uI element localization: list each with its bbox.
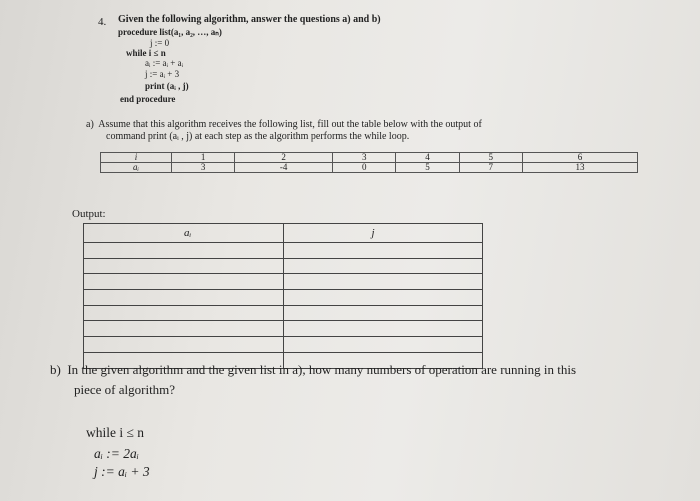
answer-cell[interactable] [84, 243, 284, 259]
table-cell: 4 [396, 153, 459, 163]
table-cell: aᵢ [101, 163, 172, 173]
code-line-5: print (aᵢ , j) [145, 81, 189, 91]
table-cell: 6 [522, 153, 637, 163]
output-table [83, 223, 483, 369]
table-row [84, 305, 483, 321]
input-list-table [100, 152, 638, 173]
answer-cell[interactable] [84, 321, 284, 337]
output-col-a: aᵢ [84, 224, 284, 243]
answer-cell[interactable] [84, 337, 284, 353]
answer-cell[interactable] [283, 321, 483, 337]
table-row [84, 321, 483, 337]
table-row [84, 243, 483, 259]
table-cell: 1 [172, 153, 235, 163]
part-b-text-1: In the given algorithm and the given list in a), how many numbers of operation are running in this [67, 362, 577, 377]
table-cell: 2 [235, 153, 333, 163]
code-line-4: j := aᵢ + 3 [145, 69, 180, 79]
answer-cell[interactable] [84, 290, 284, 306]
table-row [84, 258, 483, 274]
table-cell: i [101, 153, 172, 163]
table-row-a [101, 163, 638, 173]
answer-cell[interactable] [283, 274, 483, 290]
answer-cell[interactable] [84, 274, 284, 290]
answer-cell[interactable] [283, 243, 483, 259]
answer-cell[interactable] [84, 305, 284, 321]
question-prompt: Given the following algorithm, answer the questions a) and b) [118, 14, 381, 25]
code-line-6: end procedure [120, 94, 176, 104]
part-b-code-1: while i ≤ n [86, 425, 145, 440]
output-header-row [84, 224, 483, 243]
table-cell: 5 [459, 153, 522, 163]
answer-cell[interactable] [84, 258, 284, 274]
code-line-3: aᵢ := aᵢ + aᵢ [145, 58, 184, 68]
code-line-1: j := 0 [150, 38, 170, 48]
table-cell: -4 [235, 163, 333, 173]
table-cell: 7 [459, 163, 522, 173]
part-a-line-2: command print (aᵢ , j) at each step as the algorithm performs the while loop. [106, 131, 410, 142]
output-label: Output: [72, 208, 106, 220]
part-a-label: a) [86, 119, 94, 130]
answer-cell[interactable] [283, 337, 483, 353]
table-row [84, 290, 483, 306]
part-b-line-1 [50, 362, 576, 378]
part-a-text-1: Assume that this algorithm receives the following list, fill out the table below with the output of [98, 119, 482, 130]
answer-cell[interactable] [283, 258, 483, 274]
table-row-i [101, 153, 638, 163]
table-cell: 13 [522, 163, 637, 173]
table-cell: 3 [172, 163, 235, 173]
table-cell: 5 [396, 163, 459, 173]
answer-cell[interactable] [283, 290, 483, 306]
procedure-signature: procedure list(a₁, a₂, …, aₙ) [118, 27, 222, 37]
part-a-line-1 [86, 119, 482, 130]
part-b-line-2: piece of algorithm? [74, 382, 176, 397]
part-b-label: b) [50, 362, 61, 377]
table-cell: 0 [333, 163, 396, 173]
output-col-j: j [283, 224, 483, 243]
answer-cell[interactable] [283, 305, 483, 321]
table-cell: 3 [333, 153, 396, 163]
question-number: 4. [98, 16, 107, 28]
part-b-code-2: aᵢ := 2aᵢ [94, 446, 139, 461]
table-row [84, 337, 483, 353]
code-line-2: while i ≤ n [126, 48, 166, 58]
part-b-code-3: j := aᵢ + 3 [94, 464, 150, 479]
table-row [84, 274, 483, 290]
